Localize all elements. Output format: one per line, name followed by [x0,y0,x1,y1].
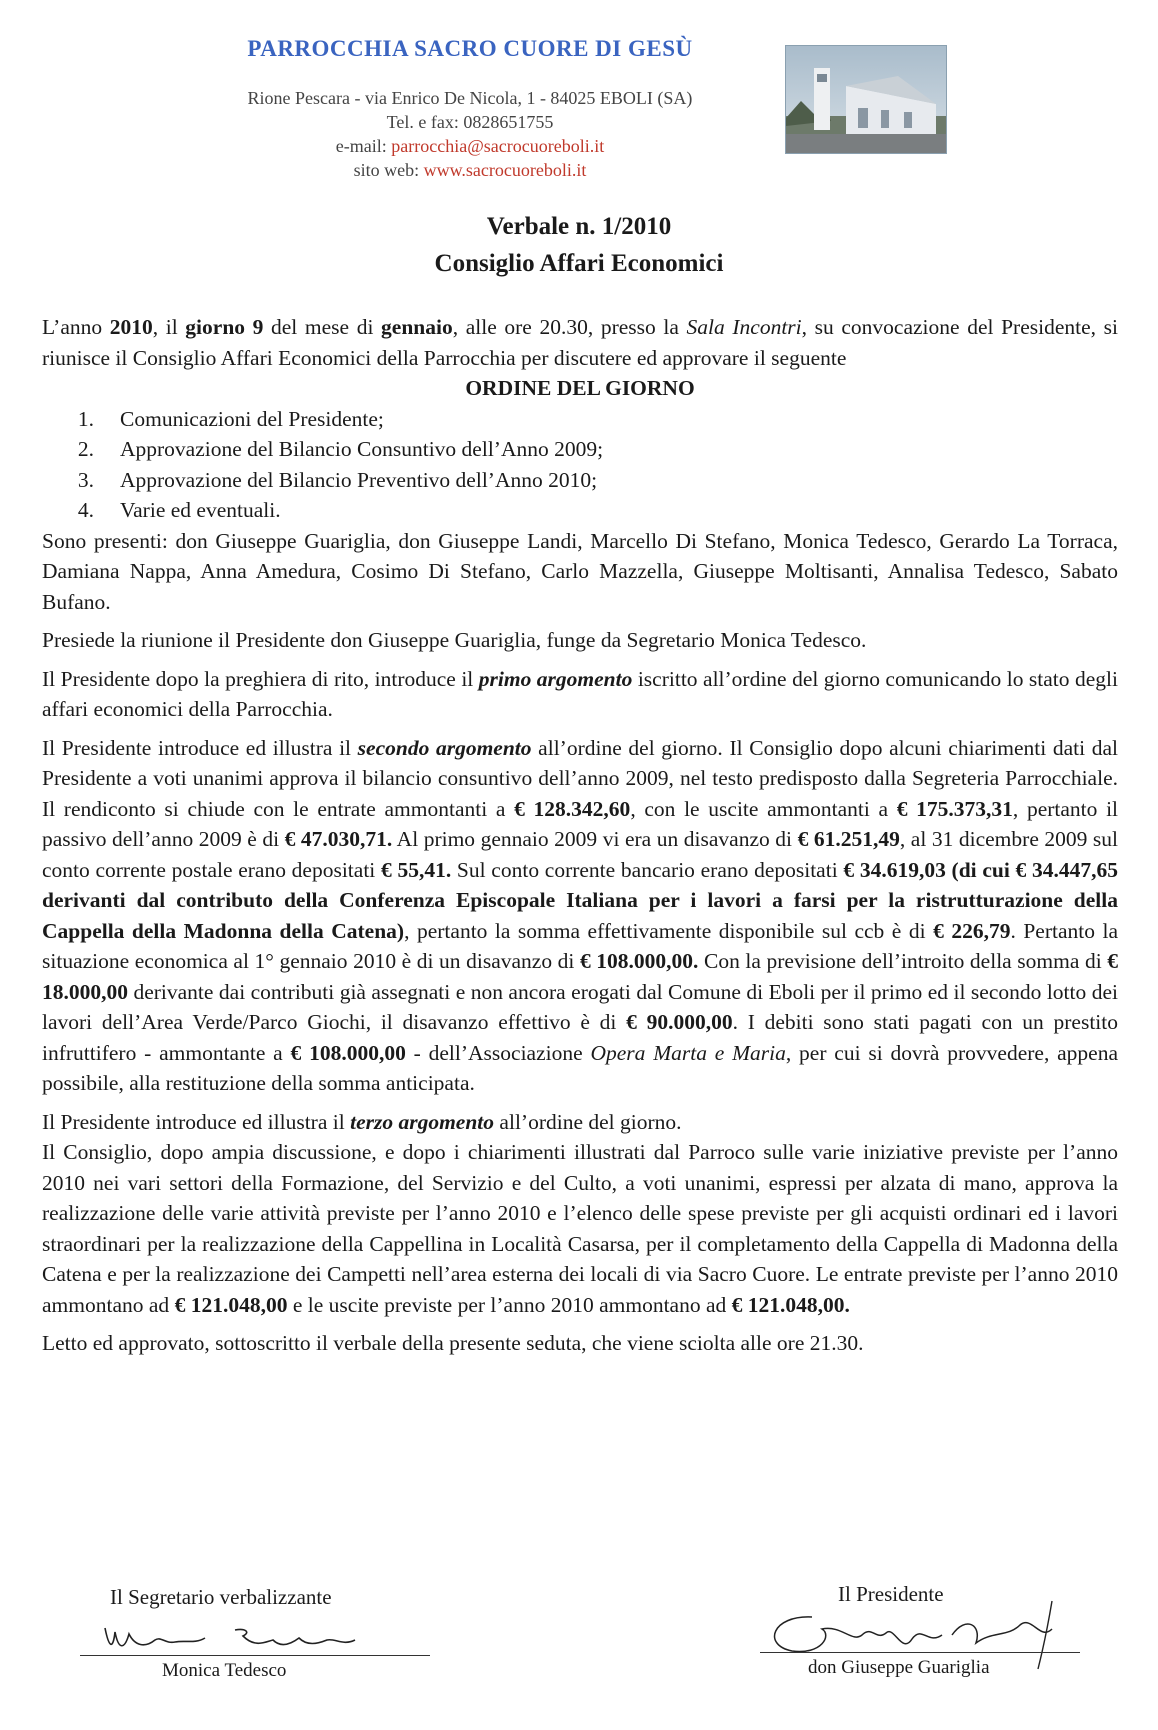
church-photo-image [786,46,946,153]
intro-paragraph: L’anno 2010, il giorno 9 del mese di gennaio, alle ore 20.30, presso la Sala Incontri, su convocazione del Presidente, si riunisce il Consiglio Affari Economici della Parrocchia per discutere ed approvare il seguente [42,315,1118,370]
church-photo [785,45,947,154]
parish-phone: Tel. e fax: 0828651755 [386,112,554,132]
secretary-signature [95,1618,395,1658]
parish-email-line [150,134,790,158]
intro-place: Sala Incontri [686,315,802,339]
secretary-label: Il Segretario verbalizzante [110,1585,332,1609]
letterhead [0,30,1158,180]
agenda-title: ORDINE DEL GIORNO [465,376,695,400]
document-title: Verbale n. 1/2010 [486,213,672,240]
secretary-name: Monica Tedesco [162,1660,287,1681]
president-signature-line [760,1652,1080,1653]
closing-paragraph: Letto ed approvato, sottoscritto il verbale della presente seduta, che viene sciolta alle ore 21.30. [42,1331,864,1355]
web-link[interactable]: www.sacrocuoreboli.it [423,160,587,180]
present-paragraph: Sono presenti: don Giuseppe Guariglia, don Giuseppe Landi, Marcello Di Stefano, Monica Tedesco, Gerardo La Torraca, Damiana Nappa, Anna Amedura, Cosimo Di Stefano, Carlo Mazzella, Giuseppe Moltisanti, Annalisa Tedesco, Sabato Bufano. [42,528,1118,614]
web-label: sito web: [353,160,424,180]
agenda-item: 4. Varie ed eventuali. [77,498,281,522]
email-label: e-mail: [335,136,392,156]
parish-address: Rione Pescara - via Enrico De Nicola, 1 - 84025 EBOLI (SA) [247,88,693,108]
first-topic-paragraph: Il Presidente dopo la preghiera di rito, introduce il primo argomento iscritto all’ordine del giorno comunicando lo stato degli affari economici della Parrocchia. [42,666,1118,721]
second-topic-paragraph: Il Presidente introduce ed illustra il secondo argomento all’ordine del giorno. Il Consiglio dopo alcuni chiarimenti dati dal Presidente a voti unanimi approva il bilancio consuntivo dell’anno 2009, nel testo predisposto dalla Segreteria Parrocchiale. Il rendiconto si chiude con le entrate ammontanti a € 128.342,60, con le uscite ammontanti a € 175.373,31, pertanto il passivo dell’anno 2009 è di € 47.030,71. Al primo gennaio 2009 vi era un disavanzo di € 61.251,49, al 31 dicembre 2009 sul conto corrente postale erano depositati € 55,41. Sul conto corrente bancario erano depositati € 34.619,03 (di cui € 34.447,65 derivanti dal contributo della Conferenza Episcopale Italiana per i lavori a farsi per la ristrutturazione della Cappella della Madonna della Catena), pertanto la somma effettivamente disponibile sul ccb è di € 226,79. Pertanto la situazione economica al 1° gennaio 2010 è di un disavanzo di € 108.000,00. Con la previsione dell’introito della somma di € 18.000,00 derivante dai contributi già assegnati e non ancora erogati dal Comune di Eboli per il primo ed il secondo lotto dei lavori dell’Area Verde/Parco Giochi, il disavanzo effettivo è di € 90.000,00. I debiti sono stati pagati con un prestito infruttifero - ammontante a € 108.000,00 - dell’Associazione Opera Marta e Maria, per cui si dovrà provvedere, appena possibile, alla restituzione della somma anticipata. [42,735,1119,1095]
intro-year: 2010 [109,315,153,339]
secretary-signature-line [80,1655,430,1656]
parish-name: PARROCCHIA SACRO CUORE DI GESÙ [247,36,693,61]
intro-month: gennaio [381,315,453,339]
president-label: Il Presidente [838,1582,944,1606]
council-paragraph: Il Consiglio, dopo ampia discussione, e dopo i chiarimenti illustrati dal Parroco sulle varie iniziative previste per l’anno 2010 nei vari settori della Formazione, del Servizio e del Culto, a voti unanimi, espressi per alzata di mano, approva la realizzazione delle varie attività previste per l’anno 2010 e l’elenco delle spese previste per gli acquisti ordinari ed i lavori straordinari per la realizzazione della Cappellina in Località Casarsa, per il completamento della Cappella di Madonna della Catena e per la realizzazione dei Campetti nell’area esterna dei locali di via Sacro Cuore. Le entrate previste per l’anno 2010 ammontano ad € 121.048,00 e le uscite previste per l’anno 2010 ammontano ad € 121.048,00. [42,1140,1118,1317]
document-subtitle: Consiglio Affari Economici [434,250,724,277]
chair-paragraph: Presiede la riunione il Presidente don Giuseppe Guariglia, funge da Segretario Monica Tedesco. [42,628,867,652]
third-topic-paragraph: Il Presidente introduce ed illustra il terzo argomento all’ordine del giorno. [42,1109,682,1134]
document-body [42,312,1118,1359]
president-name: don Giuseppe Guariglia [808,1657,990,1678]
agenda-item: 3. Approvazione del Bilancio Preventivo dell’Anno 2010; [77,467,598,492]
agenda-item: 1. Comunicazioni del Presidente; [77,406,384,431]
agenda-item: 2. Approvazione del Bilancio Consuntivo dell’Anno 2009; [77,437,604,461]
agenda-list [42,404,1118,526]
parish-web-line [150,158,790,182]
email-link[interactable]: parrocchia@sacrocuoreboli.it [391,136,605,156]
intro-day: giorno 9 [185,315,264,339]
